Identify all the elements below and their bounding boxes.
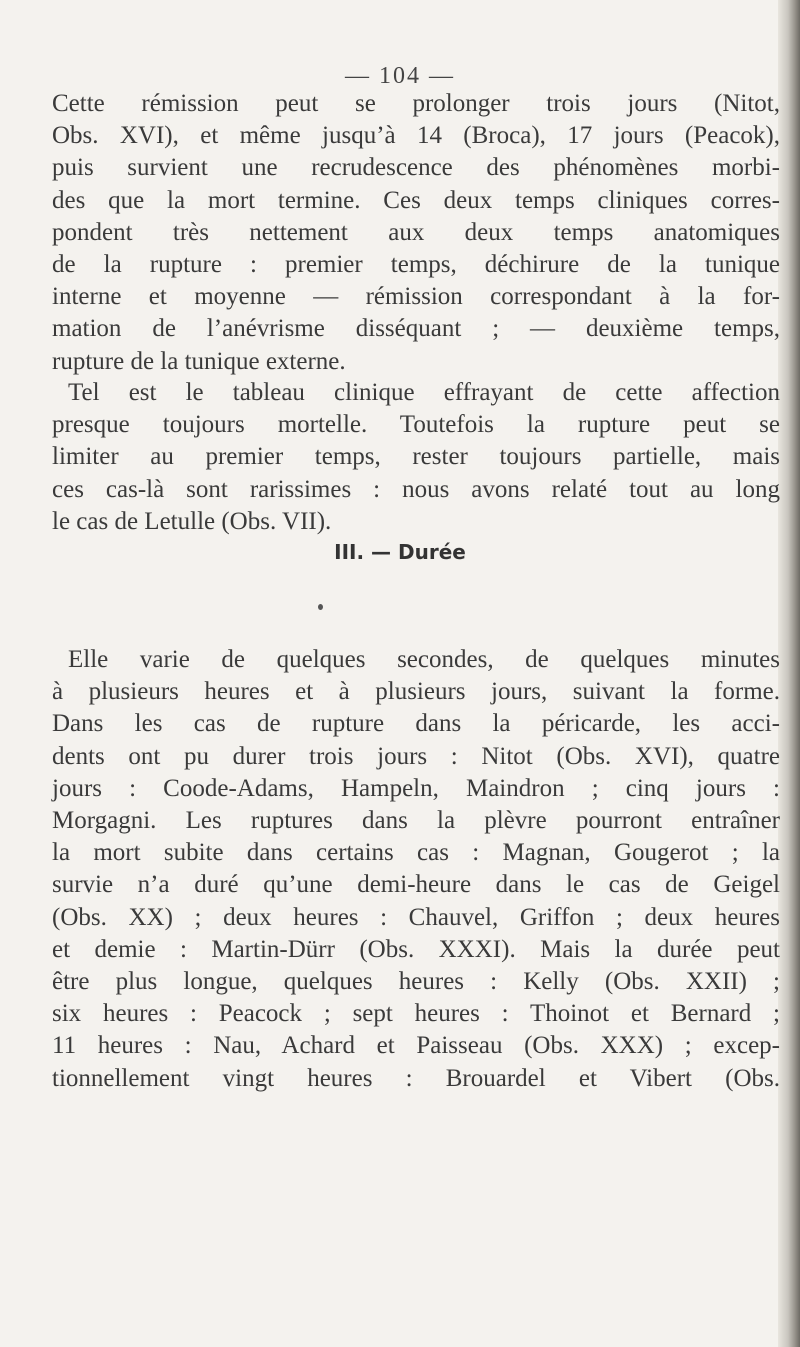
ink-spot xyxy=(318,604,323,610)
paragraph-clinical-picture xyxy=(52,377,780,538)
text-line: pondent très nettement aux deux temps anatomiques xyxy=(52,218,780,246)
text-line: ces cas-là sont rarissimes : nous avons relaté tout au long xyxy=(52,475,780,503)
page-edge-shadow xyxy=(778,0,800,1347)
text-line: dents ont pu durer trois jours : Nitot (Obs. XVI), quatre xyxy=(52,742,780,770)
text-line: et demie : Martin-Dürr (Obs. XXXI). Mais la durée peut xyxy=(52,935,780,963)
text-line: survie n’a duré qu’une demi-heure dans le cas de Geigel xyxy=(52,871,780,899)
text-line: le cas de Letulle (Obs. VII). xyxy=(52,507,332,535)
text-line: jours : Coode-Adams, Hampeln, Maindron ; cinq jours : xyxy=(52,774,780,802)
text-line: Cette rémission peut se prolonger trois jours (Nitot, xyxy=(52,90,780,117)
text-line: de la rupture : premier temps, déchirure de la tunique xyxy=(52,251,780,279)
text-line: tionnellement vingt heures : Brouardel et Vibert (Obs. xyxy=(52,1064,780,1092)
text-line: Elle varie de quelques secondes, de quelques minutes xyxy=(68,646,780,673)
text-line: des que la mort termine. Ces deux temps cliniques corres- xyxy=(52,186,780,214)
text-line: puis survient une recrudescence des phénomènes morbi- xyxy=(52,154,780,182)
text-line: 11 heures : Nau, Achard et Paisseau (Obs. XXX) ; excep- xyxy=(52,1032,780,1060)
page-number: — 104 — xyxy=(345,63,455,89)
text-line: Tel est le tableau clinique effrayant de cette affection xyxy=(68,379,780,406)
text-line: (Obs. XX) ; deux heures : Chauvel, Griffon ; deux heures xyxy=(52,903,780,931)
text-line: presque toujours mortelle. Toutefois la rupture peut se xyxy=(52,411,780,439)
text-line: interne et moyenne — rémission correspondant à la for- xyxy=(52,283,780,311)
text-line: Obs. XVI), et même jusqu’à 14 (Broca), 17 jours (Peacok), xyxy=(52,122,780,150)
text-line: à plusieurs heures et à plusieurs jours, suivant la forme. xyxy=(52,678,780,706)
text-line: Dans les cas de rupture dans la péricarde, les acci- xyxy=(52,710,780,738)
paragraph-duration xyxy=(52,644,780,1095)
text-line: mation de l’anévrisme disséquant ; — deuxième temps, xyxy=(52,315,780,343)
text-line: six heures : Peacock ; sept heures : Thoinot et Bernard ; xyxy=(52,1000,780,1028)
text-line: rupture de la tunique externe. xyxy=(52,347,346,375)
text-line: limiter au premier temps, rester toujours partielle, mais xyxy=(52,443,780,471)
text-line: la mort subite dans certains cas : Magnan, Gougerot ; la xyxy=(52,839,780,867)
paragraph-remission xyxy=(52,88,780,378)
section-heading: III. — Durée xyxy=(334,540,466,564)
text-line: Morgagni. Les ruptures dans la plèvre pourront entraîner xyxy=(52,807,780,835)
text-line: être plus longue, quelques heures : Kelly (Obs. XXII) ; xyxy=(52,968,780,996)
